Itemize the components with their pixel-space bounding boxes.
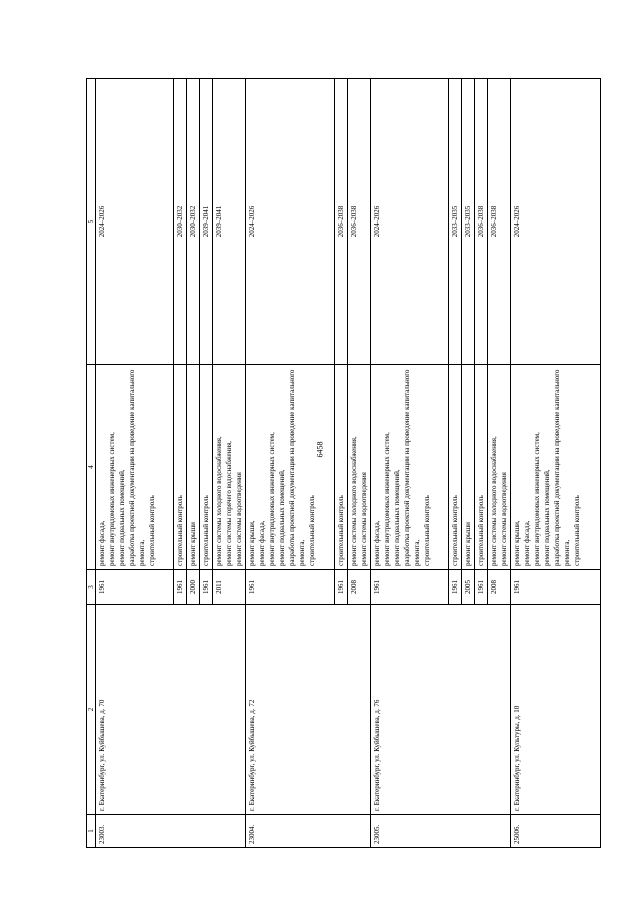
- entry-year: 1961: [96, 570, 174, 605]
- subrow-period: 2036–2038: [335, 79, 348, 365]
- subrow-work: ремонт крыши: [186, 365, 199, 570]
- entry-works: ремонт крыши, ремонт фасада, ремонт внутридомовых инженерных систем, ремонт подвальных помещений, разработка проектной документации на проведение капитального ремонта, строительный контроль: [511, 365, 601, 570]
- subrow-period: 2033–2035: [449, 79, 462, 365]
- entry-works: ремонт фасада, ремонт внутридомовых инженерных систем, ремонт подвальных помещений, разработка проектной документации на проведение капитального ремонта, строительный контроль: [371, 365, 449, 570]
- entry-works: ремонт фасада, ремонт внутридомовых инженерных систем, ремонт подвальных помещений, разработка проектной документации на проведение капитального ремонта, строительный контроль: [96, 365, 174, 570]
- subrow-work: ремонт системы холодного водоснабжения, ремонт системы водоотведения: [488, 365, 511, 570]
- entry-address: г. Екатеринбург, ул. Куйбышева, д. 72: [245, 605, 371, 815]
- subrow-period: 2039–2041: [199, 79, 212, 365]
- subrow-work: строительный контроль: [335, 365, 348, 570]
- entry-period: 2024–2026: [96, 79, 174, 365]
- subrow-year: 1961: [449, 570, 462, 605]
- capital-repair-table: [86, 78, 601, 848]
- entry-period: 2024–2026: [371, 79, 449, 365]
- subrow-work: строительный контроль: [475, 365, 488, 570]
- subrow-work: строительный контроль: [449, 365, 462, 570]
- entry-address: г. Екатеринбург, ул. Куйбышева, д. 70: [96, 605, 246, 815]
- subrow-period: 2036–2038: [348, 79, 371, 365]
- entry-year: 1961: [511, 570, 601, 605]
- entry-year: 1961: [245, 570, 335, 605]
- subrow-year: 2005: [462, 570, 475, 605]
- entry-period: 2024–2026: [245, 79, 335, 365]
- entry-year: 1961: [371, 570, 449, 605]
- header-col-2: 2: [87, 605, 96, 815]
- subrow-year: 1961: [475, 570, 488, 605]
- subrow-work: строительный контроль: [199, 365, 212, 570]
- header-col-3: 3: [87, 570, 96, 605]
- subrow-work: ремонт крыши: [462, 365, 475, 570]
- subrow-period: 2036–2038: [475, 79, 488, 365]
- entry-period: 2024–2026: [511, 79, 601, 365]
- entry-works: ремонт крыши, ремонт фасада, ремонт внутридомовых инженерных систем, ремонт подвальных помещений, разработка проектной документации на проведение капитального ремонта, строительный контроль: [245, 365, 335, 570]
- subrow-work: ремонт системы холодного водоснабжения, ремонт системы горячего водоснабжения, ремонт системы водоотведения: [212, 365, 245, 570]
- entry-address: г. Екатеринбург, ул. Куйбышева, д. 76: [371, 605, 511, 815]
- subrow-work: ремонт системы холодного водоснабжения, ремонт системы водоотведения: [348, 365, 371, 570]
- entry-number: 23005.: [371, 815, 511, 848]
- subrow-period: 2030–2032: [173, 79, 186, 365]
- subrow-year: 1961: [173, 570, 186, 605]
- subrow-year: 2008: [348, 570, 371, 605]
- table-row: [371, 79, 449, 848]
- entry-number: 23004.: [245, 815, 371, 848]
- subrow-period: 2033–2035: [462, 79, 475, 365]
- entry-number: 25006.: [511, 815, 601, 848]
- table-row: [511, 79, 601, 848]
- subrow-work: строительный контроль: [173, 365, 186, 570]
- table-body: [96, 79, 601, 848]
- subrow-period: 2039–2041: [212, 79, 245, 365]
- subrow-period: 2030–2032: [186, 79, 199, 365]
- subrow-year: 2011: [212, 570, 245, 605]
- table-row: [245, 79, 335, 848]
- rotated-table-wrapper: [86, 78, 601, 848]
- header-row: [87, 79, 96, 848]
- page-number: 6458: [315, 441, 325, 458]
- table-row: [96, 79, 174, 848]
- subrow-year: 2008: [488, 570, 511, 605]
- header-col-1: 1: [87, 815, 96, 848]
- subrow-period: 2036–2038: [488, 79, 511, 365]
- header-col-5: 5: [87, 79, 96, 365]
- subrow-year: 1961: [199, 570, 212, 605]
- header-col-4: 4: [87, 365, 96, 570]
- entry-number: 23003.: [96, 815, 246, 848]
- subrow-year: 1961: [335, 570, 348, 605]
- subrow-year: 2000: [186, 570, 199, 605]
- entry-address: г. Екатеринбург, ул. Культуры, д. 10: [511, 605, 601, 815]
